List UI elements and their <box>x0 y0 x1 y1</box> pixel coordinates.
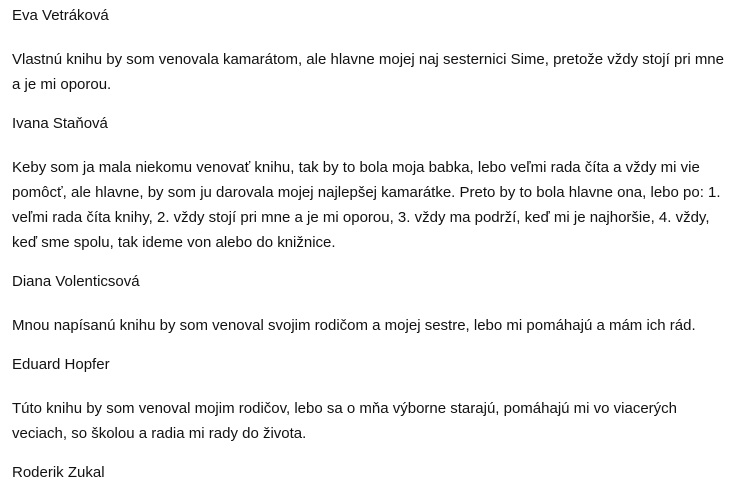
author-name: Ivana Staňová <box>12 115 108 132</box>
entry-roderik <box>12 463 727 483</box>
dedication-text: Mnou napísanú knihu by som venoval svojim rodičom a mojej sestre, lebo mi pomáhajú a mám ich rád. <box>12 317 696 334</box>
author-name: Roderik Zukal <box>12 464 105 481</box>
dedication-text: Keby som ja mala niekomu venovať knihu, tak by to bola moja babka, lebo veľmi rada číta a vždy mi vie pomôcť, ale hlavne, by som ju darovala mojej najlepšej kamarátke. Preto by to bola hlavne ona, lebo po: 1. veľmi rada číta knihy, 2. vždy stojí pri mne a je mi oporou, 3. vždy ma podrží, keď mi je najhoršie, 4. vždy, keď sme spolu, tak ideme von alebo do knižnice. <box>12 159 721 251</box>
author-name: Diana Volenticsová <box>12 273 140 290</box>
entry-diana <box>12 272 727 338</box>
author-name: Eduard Hopfer <box>12 356 110 373</box>
dedication-text: Túto knihu by som venoval mojim rodičov, lebo sa o mňa výborne starajú, pomáhajú mi vo viacerých veciach, so školou a radia mi rady do života. <box>12 400 678 442</box>
entry-eduard <box>12 355 727 446</box>
dedication-text: Vlastnú knihu by som venovala kamarátom, ale hlavne mojej naj sesternici Sime, pretože vždy stojí pri mne a je mi oporou. <box>12 51 724 93</box>
author-name: Eva Vetráková <box>12 7 109 24</box>
entry-eva <box>12 6 727 97</box>
entry-ivana <box>12 114 727 255</box>
